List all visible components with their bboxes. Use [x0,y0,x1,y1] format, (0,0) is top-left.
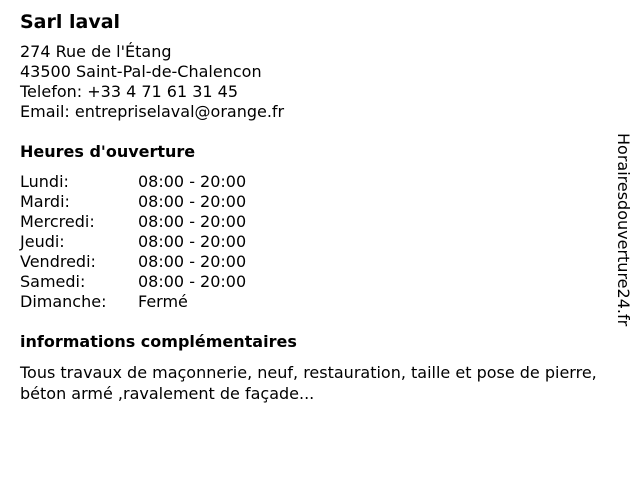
time-value: 08:00 - 20:00 [138,212,247,231]
hours-row-sunday [20,292,610,312]
day-label: Dimanche: [20,292,107,311]
hours-row-tuesday [20,192,610,212]
opening-hours-title: Heures d'ouverture [20,142,196,161]
day-label: Vendredi: [20,252,96,271]
hours-row-saturday [20,272,610,292]
time-value: Fermé [138,292,188,311]
address-line-2: 43500 Saint-Pal-de-Chalencon [20,62,262,81]
time-value: 08:00 - 20:00 [138,172,247,191]
day-label: Mardi: [20,192,70,211]
business-card [20,10,610,404]
hours-row-thursday [20,232,610,252]
day-label: Jeudi: [20,232,65,251]
site-watermark: Horairesdouverture24.fr [614,133,633,327]
email-line: Email: entrepriselaval@orange.fr [20,102,285,121]
time-value: 08:00 - 20:00 [138,192,247,211]
day-label: Samedi: [20,272,86,291]
time-value: 08:00 - 20:00 [138,232,247,251]
address-line-1: 274 Rue de l'Étang [20,42,172,61]
day-label: Mercredi: [20,212,95,231]
time-value: 08:00 - 20:00 [138,252,247,271]
phone-line: Telefon: +33 4 71 61 31 45 [20,82,239,101]
business-name: Sarl laval [20,11,121,33]
time-value: 08:00 - 20:00 [138,272,247,291]
day-label: Lundi: [20,172,69,191]
additional-info-text: Tous travaux de maçonnerie, neuf, restauration, taille et pose de pierre, béton armé ,ravalement de façade... [20,363,597,403]
hours-row-monday [20,172,610,192]
hours-row-friday [20,252,610,272]
hours-row-wednesday [20,212,610,232]
opening-hours-list [20,172,610,312]
additional-info-title: informations complémentaires [20,332,297,351]
